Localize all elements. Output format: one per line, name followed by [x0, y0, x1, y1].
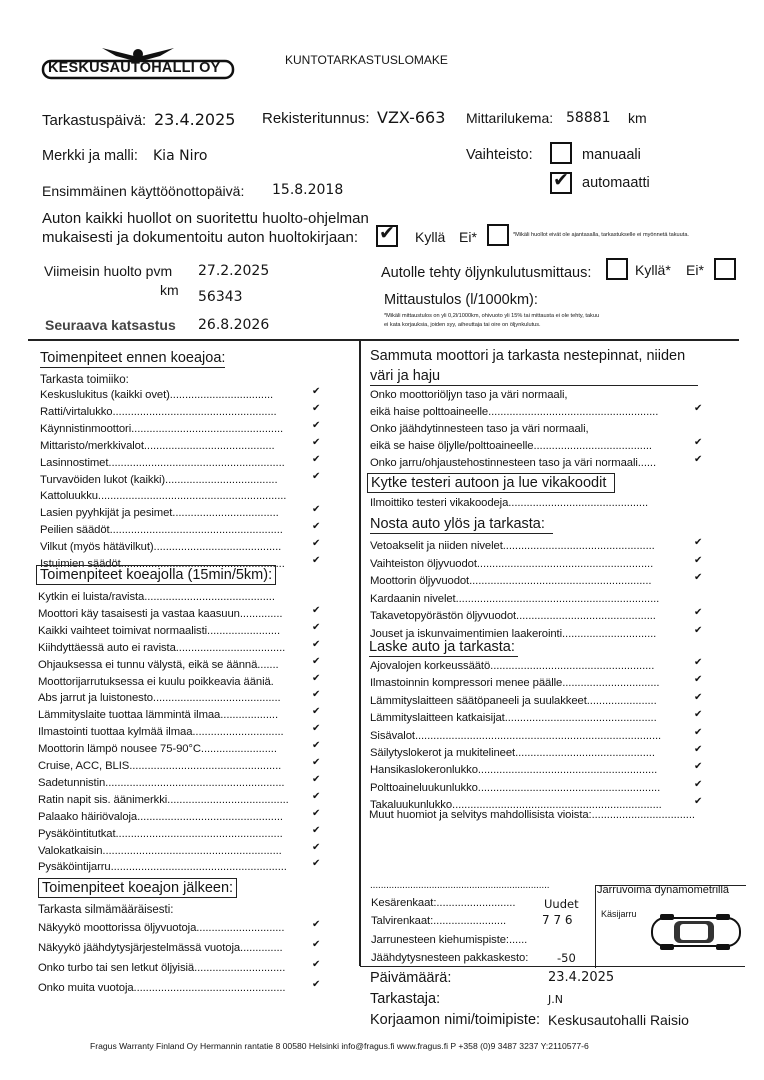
automatic-label: automaatti: [582, 175, 650, 191]
checklist-item: Kytkin ei luista/ravista...........................................: [38, 591, 275, 603]
check-mark: ✔: [312, 841, 321, 853]
section-sub-visual: Tarkasta silmämääräisesti:: [38, 904, 174, 916]
checklist-item: Näkyykö jäähdytysjärjestelmässä vuotoja..............: [38, 942, 283, 954]
checklist-item: Hansikaslokeronlukko...........................................................: [370, 764, 658, 777]
last-service-km-label: km: [160, 282, 179, 298]
check-mark: ✔: [312, 402, 321, 414]
first-reg-label: Ensimmäinen käyttöönottopäivä:: [42, 183, 245, 199]
check-mark: ✔: [694, 554, 703, 566]
make-label: Merkki ja malli:: [42, 148, 138, 164]
checklist-item: Pysäköintijarru..........................................................: [38, 861, 287, 874]
tire-dots-line: ...................................................................: [370, 880, 550, 891]
check-mark: ✔: [694, 709, 703, 721]
check-mark: ✔: [379, 222, 395, 244]
workshop-value: Keskusautohalli Raisio: [548, 1012, 689, 1028]
check-mark: ✔: [312, 453, 321, 465]
next-inspection-value: 26.8.2026: [198, 317, 270, 333]
check-mark: ✔: [312, 521, 321, 533]
check-mark: ✔: [312, 807, 321, 819]
checklist-item: Moottorin lämpö nousee 75-90°C.........................: [38, 743, 277, 756]
front-tires-value: Uudet: [544, 897, 579, 911]
check-mark: ✔: [694, 744, 703, 755]
checklist-item: eikä se haise öljylle/polttoaineelle.......................................: [370, 440, 652, 452]
check-mark: ✔: [312, 470, 321, 482]
check-mark: ✔: [694, 537, 703, 548]
other-notes-line: Muut huomiot ja selvitys mahdollisista vioista:..................................: [369, 809, 695, 821]
check-mark: ✔: [694, 454, 703, 465]
check-mark: ✔: [694, 572, 703, 583]
inspector-value: J.N: [548, 993, 563, 1006]
oil-note-line2: ei kata korjauksia, joiden syy, aiheuttaja tai oire on öljynkulutus.: [384, 322, 541, 328]
checklist-item: Palaako häiriövaloja................................................: [38, 810, 283, 823]
checklist-item: Abs jarrut ja luistonesto..........................................: [38, 692, 281, 705]
checklist-item: Kaikki vaihteet toimivat normaalisti........................: [38, 624, 280, 637]
make-value: Kia Niro: [153, 148, 208, 164]
inspection-date-label: Tarkastuspäivä:: [42, 112, 147, 129]
front-tires-label: Kesärenkaat:..........................: [371, 897, 516, 909]
checklist-item: Keskuslukitus (kaikki ovet)..................................: [40, 389, 274, 401]
section-after-test-drive: Toimenpiteet koeajon jälkeen:: [38, 878, 237, 898]
checklist-item: Sadetunnistin...........................................................: [38, 776, 285, 789]
check-mark: ✔: [312, 621, 321, 633]
odometer-label: Mittarilukema:: [466, 110, 554, 126]
vertical-divider: [359, 339, 361, 966]
oil-note-line1: *Mikäli mittaustulos on yli 0,2l/1000km, ohivuoto yli 15% tai mittausta ei ole tehty, takuu: [384, 313, 600, 319]
check-mark: ✔: [312, 689, 321, 701]
check-mark: ✔: [312, 919, 321, 930]
check-mark: ✔: [312, 604, 321, 616]
checklist-item: Käynnistinmoottori..................................................: [40, 422, 284, 435]
section-before-test-drive: Toimenpiteet ennen koeajoa:: [40, 350, 226, 366]
check-mark: ✔: [312, 504, 321, 516]
section-lower-title: Laske auto ja tarkasta:: [369, 639, 518, 657]
checklist-item: Moottori käy tasaisesti ja vastaa kaasuun..............: [38, 607, 283, 620]
gearbox-label: Vaihteisto:: [466, 147, 533, 163]
check-mark: ✔: [312, 655, 321, 667]
odometer-unit: km: [628, 110, 647, 126]
check-mark: ✔: [553, 169, 569, 191]
automatic-checkbox[interactable]: [550, 169, 572, 194]
checklist-item: Lasien pyyhkijät ja pesimet...................................: [40, 507, 279, 520]
checklist-item: Vaihteiston öljyvuodot..........................................................: [370, 557, 654, 570]
check-mark: ✔: [312, 706, 321, 718]
rear-tires-label: Talvirenkaat:........................: [371, 915, 507, 927]
check-mark: ✔: [312, 790, 321, 802]
checklist-item: Onko moottoriöljyn taso ja väri normaali,: [370, 389, 568, 401]
service-no-label: Ei*: [459, 229, 477, 245]
rear-tires-value: 7 7 6: [542, 913, 573, 927]
section-fluids-title-line1: Sammuta moottori ja tarkasta nestepinnat, niiden: [370, 348, 686, 364]
reg-label: Rekisteritunnus:: [262, 110, 370, 127]
last-service-date: 27.2.2025: [198, 263, 270, 279]
checklist-item: Näkyykö moottorissa öljyvuotoja.............................: [38, 922, 285, 934]
reg-value: VZX-663: [377, 108, 446, 127]
oil-result-label: Mittaustulos (l/1000km):: [384, 292, 538, 308]
checklist-item: Valokatkaisin...........................................................: [38, 844, 282, 857]
next-inspection-label: Seuraava katsastus: [45, 317, 176, 333]
checklist-item: Sisävalot.................................................................................: [370, 729, 662, 742]
check-mark: ✔: [312, 538, 321, 550]
checklist-item: Ohjauksessa ei tunnu välystä, eikä se äännä.......: [38, 658, 279, 671]
service-question-line1: Auton kaikki huollot on suoritettu huolto-ohjelman: [42, 210, 369, 227]
manual-label: manuaali: [582, 147, 641, 163]
oil-no-label: Ei*: [686, 262, 704, 278]
checklist-item: Istuimien säädöt......................................................: [40, 558, 285, 570]
checklist-item: Onko jarru/ohjaustehostinnesteen taso ja väri normaali......: [370, 457, 656, 469]
checklist-item: Lämmityslaitteen säätöpaneeli ja suulakkeet.......................: [370, 694, 657, 707]
inspection-date-value: 23.4.2025: [154, 110, 236, 129]
workshop-label: Korjaamon nimi/toimipiste:: [370, 1012, 541, 1028]
service-no-checkbox[interactable]: [487, 224, 509, 246]
checklist-item: Ilmoittiko testeri vikakoodeja..............................................: [370, 497, 649, 509]
checklist-item: eikä haise polttoaineelle........................................................: [370, 406, 659, 418]
service-yes-label: Kyllä: [415, 229, 446, 245]
checklist-item: Ilmastoinnin kompressori menee päälle................................: [370, 677, 660, 690]
check-mark: ✔: [312, 824, 321, 836]
checklist-item: Lasinnostimet..........................................................: [40, 456, 285, 469]
company-logo: [40, 44, 236, 80]
check-mark: ✔: [312, 858, 321, 870]
checklist-item: Onko muita vuotoja..................................................: [38, 982, 286, 994]
checklist-item: Moottorin öljyvuodot............................................................: [370, 575, 652, 587]
tire-box-bottom-rule: [360, 966, 745, 967]
dyno-value: Käsijarru: [601, 909, 637, 919]
checklist-item: Lämmityslaitteen katkaisijat..................................................: [370, 712, 657, 725]
checklist-item: Ratti/virtalukko......................................................: [40, 405, 277, 418]
section-fluids-title-line2: väri ja haju: [370, 368, 698, 386]
check-mark: ✔: [694, 778, 703, 790]
section-lift-title: Nosta auto ylös ja tarkasta:: [370, 516, 553, 534]
checklist-item: Turvavöiden lukot (kaikki).....................................: [40, 473, 278, 486]
check-mark: ✔: [312, 979, 321, 990]
check-mark: ✔: [312, 773, 321, 785]
date-value: 23.4.2025: [548, 970, 615, 985]
checklist-item: Takaluukunlukko.....................................................................: [370, 799, 662, 812]
check-mark: ✔: [312, 959, 321, 970]
check-mark: ✔: [312, 672, 321, 684]
inspector-label: Tarkastaja:: [370, 991, 441, 1007]
checklist-item: Vetoakselit ja niiden nivelet..................................................: [370, 540, 655, 552]
last-service-label: Viimeisin huolto pvm: [44, 263, 173, 279]
logo-text: KESKUSAUTOHALLI OY: [48, 60, 221, 76]
check-mark: ✔: [312, 723, 321, 735]
check-mark: ✔: [694, 761, 703, 773]
form-title: KUNTOTARKASTUSLOMAKE: [285, 53, 448, 67]
check-mark: ✔: [312, 939, 321, 950]
checklist-item: Peilien säädöt.........................................................: [40, 524, 283, 537]
check-mark: ✔: [312, 386, 321, 397]
check-mark: ✔: [312, 638, 321, 650]
coolant-label: Jäähdytysnesteen pakkaskesto:: [371, 952, 529, 964]
service-question-line2: mukaisesti ja dokumentoitu auton huoltokirjaan:: [42, 229, 359, 246]
check-mark: ✔: [312, 740, 321, 752]
check-mark: ✔: [694, 691, 703, 703]
checklist-item: Moottorijarrutuksessa ei kuulu poikkeavia ääniä.: [38, 675, 274, 688]
horizontal-divider: [28, 339, 739, 341]
odometer-value: 58881: [566, 110, 611, 126]
date-label: Päivämäärä:: [370, 970, 452, 986]
checklist-item: Takavetopyörästön öljyvuodot..............................................: [370, 610, 656, 622]
check-mark: ✔: [694, 403, 703, 414]
checklist-item: Lämmityslaite tuottaa lämmintä ilmaa...................: [38, 709, 278, 722]
checklist-item: Vilkut (myös hätävilkut)..........................................: [40, 541, 282, 554]
dyno-label: Jarruvoima dynamometrillä: [597, 884, 730, 896]
service-note: *Mikäli huollot eivät ole ajantasalla, tarkastukselle ei myönnetä takuuta.: [513, 232, 689, 238]
check-mark: ✔: [694, 607, 703, 618]
section-during-test-drive: Toimenpiteet koeajolla (15min/5km):: [36, 565, 276, 585]
manual-checkbox[interactable]: [550, 142, 572, 164]
checklist-item: Jouset ja iskunvaimentimien laakerointi...............................: [370, 627, 657, 640]
check-mark: ✔: [694, 437, 703, 448]
checklist-item: Polttoaineluukunlukko............................................................: [370, 781, 661, 794]
check-mark: ✔: [694, 796, 703, 808]
checklist-item: Säilytyslokerot ja mukitelineet..............................................: [370, 747, 655, 759]
check-mark: ✔: [694, 674, 703, 686]
oil-yes-label: Kyllä*: [635, 262, 671, 278]
check-mark: ✔: [312, 419, 321, 431]
check-mark: ✔: [312, 555, 321, 566]
check-mark: ✔: [312, 757, 321, 768]
checklist-item: Ajovalojen korkeussäätö......................................................: [370, 660, 655, 672]
oil-question: Autolle tehty öljynkulutusmittaus:: [381, 265, 592, 281]
check-mark: ✔: [312, 436, 321, 448]
service-yes-checkbox[interactable]: [376, 222, 398, 247]
car-top-view-icon: [650, 912, 742, 952]
checklist-item: Cruise, ACC, BLIS..................................................: [38, 760, 282, 772]
checklist-item: Kiihdyttäessä auto ei ravista....................................: [38, 641, 286, 654]
checklist-item: Ratin napit sis. äänimerkki........................................: [38, 793, 289, 806]
first-reg-value: 15.8.2018: [272, 182, 344, 198]
brake-fluid-label: Jarrunesteen kiehumispiste:......: [371, 934, 528, 946]
checklist-item: Mittaristo/merkkivalot...........................................: [40, 439, 275, 452]
oil-yes-checkbox[interactable]: [606, 258, 628, 280]
checklist-item: Kardaanin nivelet...................................................................: [370, 592, 660, 605]
check-mark: ✔: [694, 624, 703, 636]
section-tester-title: Kytke testeri autoon ja lue vikakoodit: [367, 473, 615, 493]
checklist-item: Onko jäähdytinnesteen taso ja väri normaali,: [370, 423, 589, 435]
checklist-item: Kattoluukku..............................................................: [40, 490, 287, 503]
checklist-item: Ilmastointi tuottaa kylmää ilmaa..............................: [38, 726, 284, 739]
checklist-item: Pysäköintitutkat.......................................................: [38, 827, 283, 840]
checklist-item: Onko turbo tai sen letkut öljyisiä..............................: [38, 962, 286, 974]
coolant-value: -50: [557, 951, 576, 965]
section-sub-check: Tarkasta toimiiko:: [40, 374, 129, 386]
oil-no-checkbox[interactable]: [714, 258, 736, 280]
check-mark: ✔: [694, 726, 703, 738]
footer-text: Fragus Warranty Finland Oy Hermannin rantatie 8 00580 Helsinki info@fragus.fi www.fragus.fi P +358 (0)9 3487 3237 Y:2110577-6: [90, 1041, 589, 1051]
check-mark: ✔: [694, 657, 703, 668]
last-service-km: 56343: [198, 289, 243, 305]
